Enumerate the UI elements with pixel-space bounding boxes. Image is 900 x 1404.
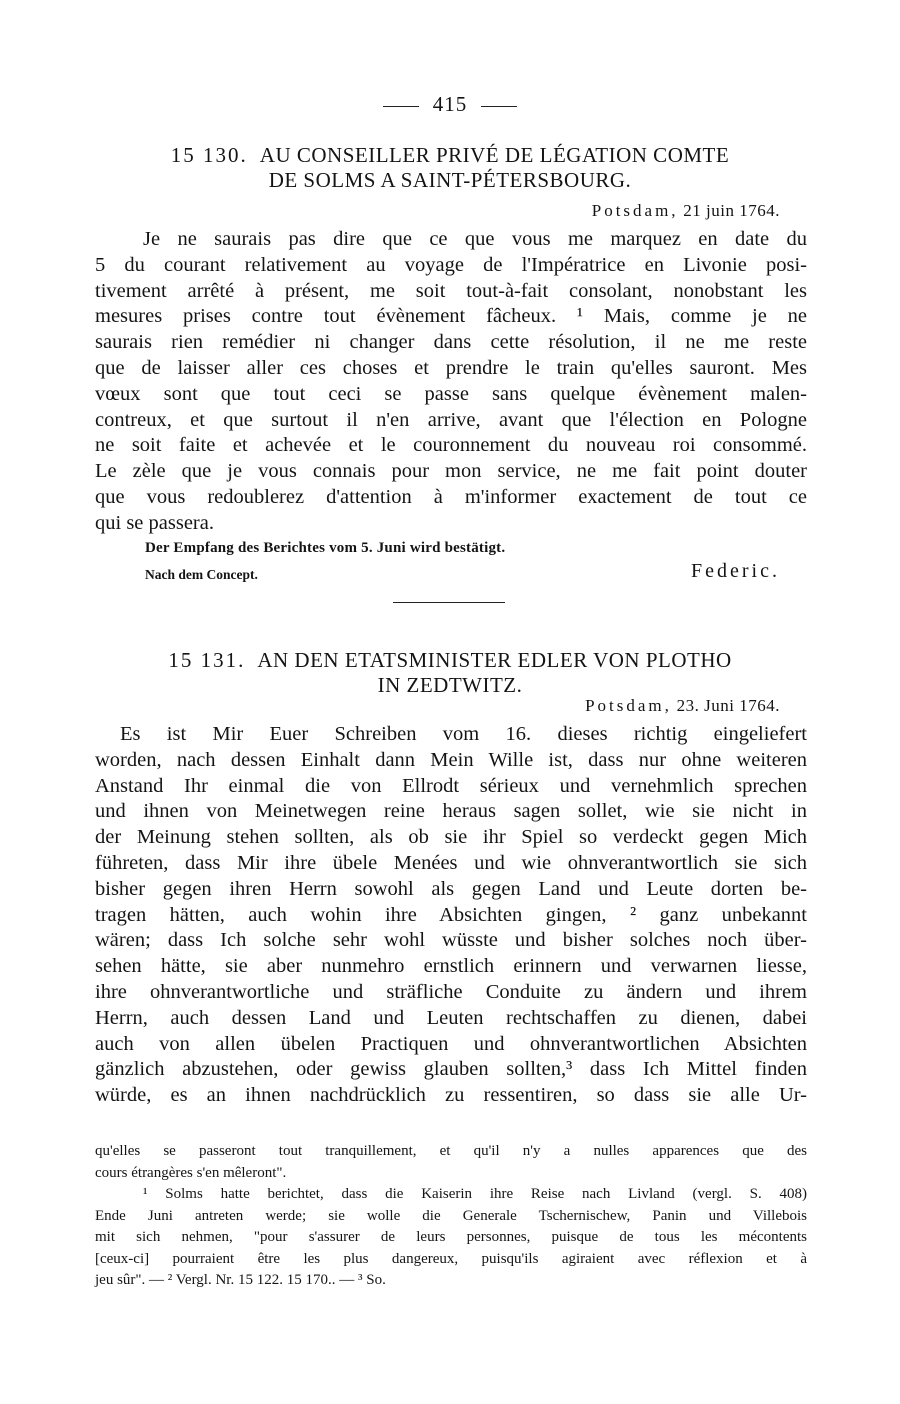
letter-1-heading-line-2: DE SOLMS A SAINT-PÉTERSBOURG. — [268, 168, 632, 192]
letter-2-date-place: Potsdam, — [585, 696, 672, 715]
footnote-line-2: cours étrangères s'en mêleront". — [95, 1164, 287, 1181]
letter-1-heading-text-1: AU CONSEILLER PRIVÉ DE LÉGATION COMTE — [259, 143, 730, 167]
letter-1-line-2: 5 du courant relativement au voyage de l'Impératrice en Livonie posi- — [95, 253, 807, 276]
letter-2-line-7: bisher gegen ihren Herrn sowohl als gegen Land und Leute dorten be- — [95, 877, 807, 900]
letter-1-note: Der Empfang des Berichtes vom 5. Juni wird bestätigt. — [145, 540, 506, 556]
footnote-line-5: mit sich nehmen, "pour s'assurer de leurs personnes, puisque de tous les mécontents — [95, 1229, 807, 1245]
footnote-line-4: Ende Juni antreten werde; sie wolle die Generale Tschernischew, Panin und Villebois — [95, 1207, 807, 1224]
letter-2-line-12: Herrn, auch dessen Land und Leuten rechtschaffen zu dienen, dabei — [95, 1006, 807, 1029]
letter-1-line-3: tivement arrêté à présent, me soit tout-à-fait consolant, nonobstant les — [95, 279, 807, 302]
letter-1-line-11: que vous redoublerez d'attention à m'informer exactement de tout ce — [95, 485, 807, 508]
letter-1-line-5: saurais rien remédier ni changer dans cette résolution, il ne me reste — [95, 331, 807, 354]
letter-1-heading — [95, 143, 805, 193]
letter-1-heading-line-1 — [95, 143, 805, 168]
letter-2-line-3: Anstand Ihr einmal die von Ellrodt sérieux und vernehmlich sprechen — [95, 774, 807, 797]
letter-1-line-7: vœux sont que tout ceci se passe sans quelque évènement malen- — [95, 382, 807, 405]
footnote-line-6: [ceux-ci] pourraient être les plus dangereux, puisqu'ils agiraient avec réflexion et à — [95, 1250, 807, 1267]
letter-2-line-11: ihre ohnverantwortliche und sträfliche Conduite zu ändern und ihrem — [95, 980, 807, 1003]
footnote-line-7: jeu sûr". — ² Vergl. Nr. 15 122. 15 170.. — ³ So. — [95, 1272, 386, 1288]
letter-2-dateline — [585, 696, 780, 716]
letter-1-number: 15 130. — [170, 143, 248, 167]
letter-1-line-1: Je ne saurais pas dire que ce que vous me marquez en date du — [143, 228, 807, 250]
letter-1-source: Nach dem Concept. — [145, 567, 258, 582]
letter-2-line-13: auch von allen übelen Practiquen und ohnverantwortlichen Absichten — [95, 1032, 807, 1055]
letter-1-line-4: mesures prises contre tout évènement fâcheux. ¹ Mais, comme je ne — [95, 305, 807, 328]
letter-2-line-4: und ihnen von Meinetwegen reine heraus sagen sollet, wie sie nicht in — [95, 800, 807, 823]
letter-2-line-5: der Meinung stehen sollten, als ob sie ihr Spiel so verdeckt gegen Mich — [95, 826, 807, 849]
letter-2-heading — [95, 648, 805, 698]
footnotes — [95, 1141, 807, 1292]
page-number-dash-right — [481, 106, 517, 107]
letter-1-body — [95, 227, 807, 537]
letter-2-body — [95, 722, 807, 1109]
letter-2-date: 23. Juni 1764. — [676, 696, 780, 715]
letter-2-heading-text-1: AN DEN ETATSMINISTER EDLER VON PLOTHO — [257, 648, 732, 672]
letter-1-line-12: qui se passera. — [95, 511, 214, 534]
letter-2-line-9: wären; dass Ich solche sehr wohl wüsste und bisher solches noch über- — [95, 929, 807, 952]
letter-2-number: 15 131. — [168, 648, 246, 672]
letter-2-line-8: tragen hätten, auch wohin ihre Absichten gingen, ² ganz unbekannt — [95, 903, 807, 926]
letter-2-heading-line-1 — [95, 648, 805, 673]
page-number-row — [0, 92, 900, 117]
letter-2-line-6: führeten, dass Mir ihre übele Menées und wie ohnverantwortlich sie sich — [95, 851, 807, 874]
letter-1-date: 21 juin 1764. — [683, 201, 780, 220]
letter-1-signature: Federic. — [691, 560, 780, 582]
footnote-line-3: ¹ Solms hatte berichtet, dass die Kaiserin ihre Reise nach Livland (vergl. S. 408) — [143, 1186, 807, 1202]
footnote-line-1: qu'elles se passeront tout tranquillement, et qu'il n'y a nulles apparences que des — [95, 1143, 807, 1159]
letter-2-heading-line-2: IN ZEDTWITZ. — [377, 673, 523, 697]
letter-1-line-10: Le zèle que je vous connais pour mon service, ne me fait point douter — [95, 460, 807, 483]
letter-2-line-15: würde, es an ihnen nachdrücklich zu ressentiren, so dass sie alle Ur- — [95, 1084, 807, 1107]
letter-1-date-place: Potsdam, — [591, 201, 679, 220]
page-number-dash-left — [383, 106, 419, 107]
page-number: 415 — [432, 92, 468, 116]
letter-2-line-2: worden, nach dessen Einhalt dann Mein Wille ist, dass nur ohne weiteren — [95, 748, 807, 771]
letter-2-line-10: sehen hätte, sie aber nunmehro ernstlich erinnern und verwarnen liesse, — [95, 955, 807, 978]
letter-1-line-8: contreux, et que surtout il n'en arrive, avant que l'élection en Pologne — [95, 408, 807, 431]
letter-1-line-6: que de laisser aller ces choses et prendre le train qu'elles sauront. Mes — [95, 356, 807, 379]
letter-1-dateline — [592, 201, 780, 221]
letter-2-line-1: Es ist Mir Euer Schreiben vom 16. dieses richtig eingeliefert — [120, 723, 807, 745]
letter-1-line-9: ne soit faite et achevée et le couronnement du nouveau roi consommé. — [95, 434, 807, 457]
section-divider — [393, 602, 505, 603]
letter-2-line-14: gänzlich abzustehen, oder gewiss glauben sollten,³ dass Ich Mittel finden — [95, 1058, 807, 1081]
